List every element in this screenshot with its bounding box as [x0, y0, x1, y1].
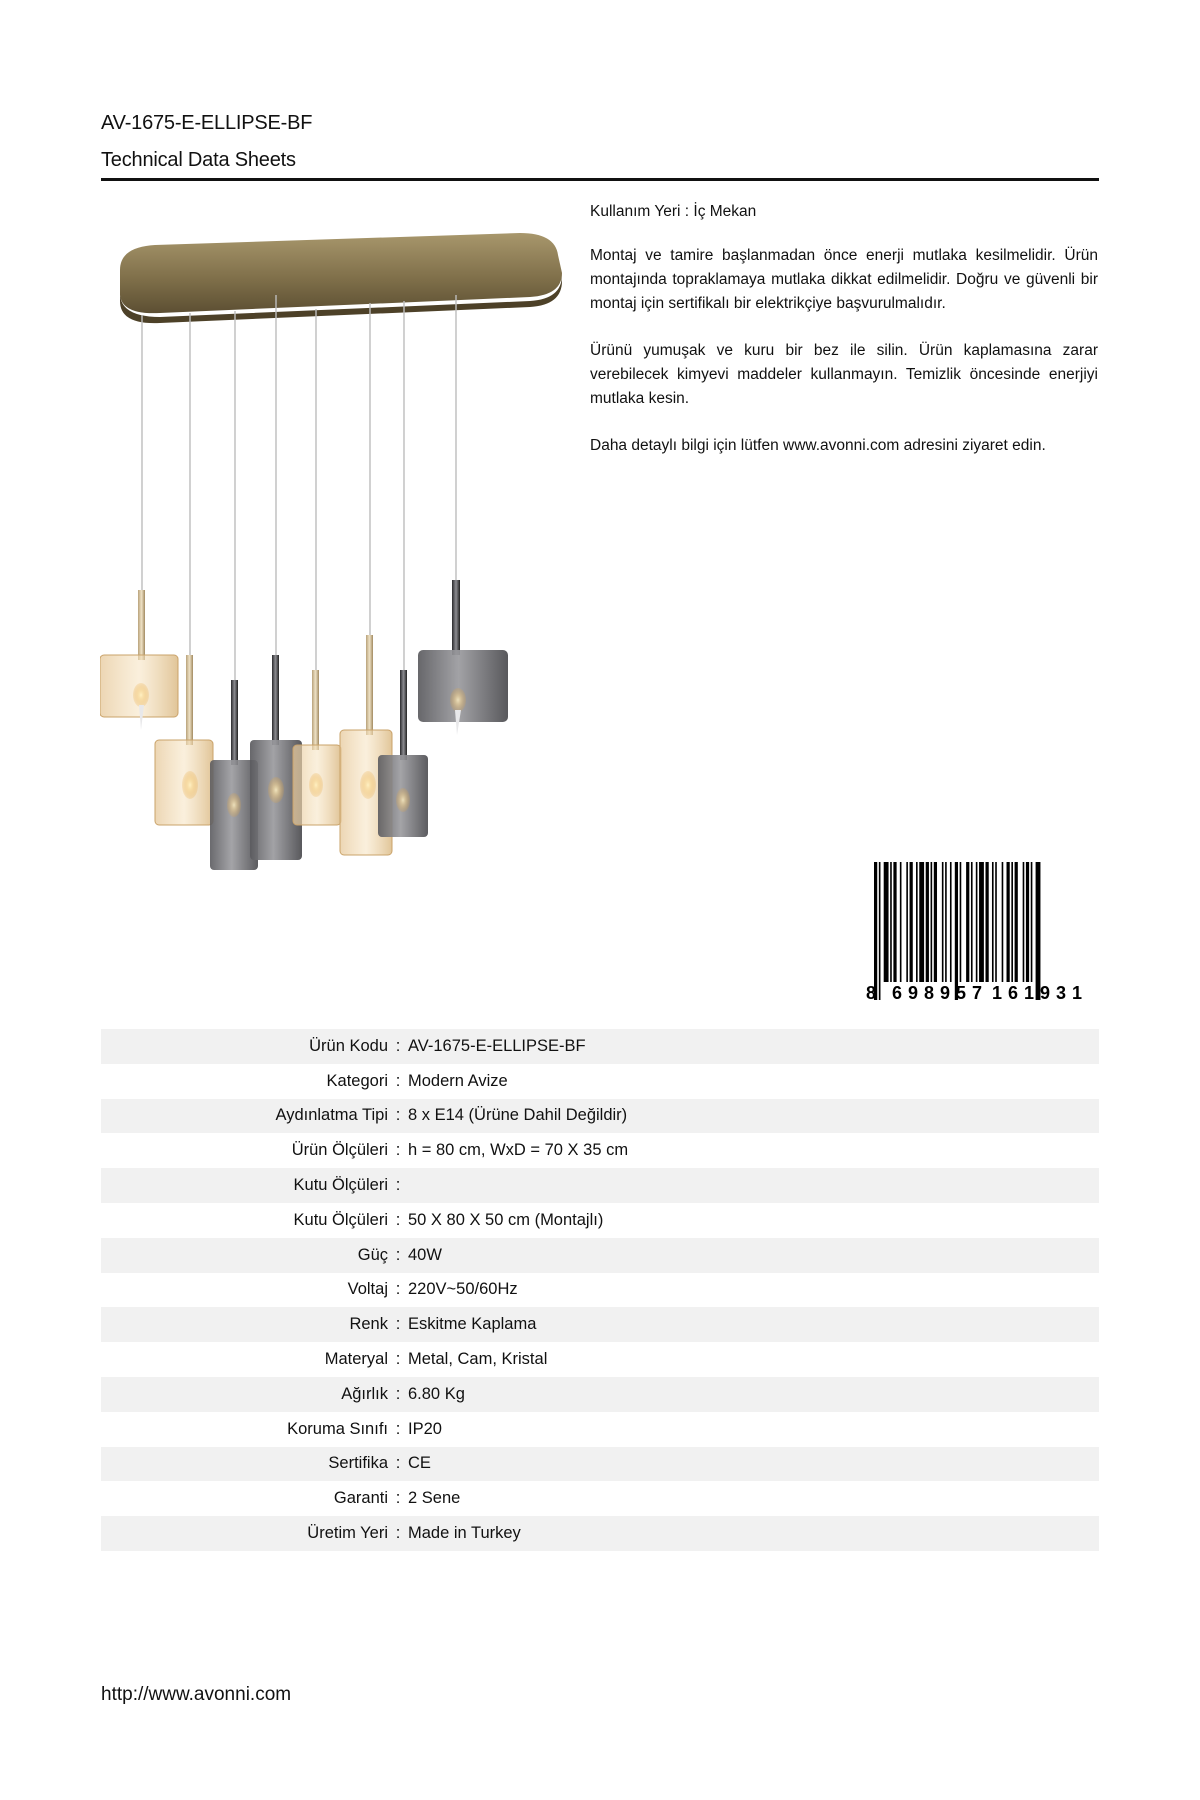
header-divider — [101, 178, 1099, 181]
spec-separator: : — [395, 1176, 401, 1195]
barcode-bar — [931, 862, 933, 982]
barcode-digit: 6 — [1008, 983, 1019, 1002]
product-barcode — [858, 862, 1100, 1002]
info-panel — [590, 200, 1098, 481]
barcode-bar — [1007, 862, 1010, 982]
barcode-bar — [874, 862, 877, 1000]
spec-row — [101, 1203, 1099, 1238]
barcode-digit: 9 — [940, 983, 951, 1002]
barcode-bar — [934, 862, 937, 982]
spec-value: h = 80 cm, WxD = 70 X 35 cm — [408, 1141, 629, 1160]
spec-separator: : — [395, 1524, 401, 1543]
barcode-bar — [955, 862, 958, 1000]
spec-separator: : — [395, 1315, 401, 1334]
spec-value: 40W — [408, 1245, 442, 1264]
spec-row — [101, 1133, 1099, 1168]
barcode-bar — [971, 862, 973, 982]
spec-separator: : — [395, 1419, 401, 1438]
spec-label: Koruma Sınıfı — [287, 1419, 388, 1438]
barcode-bar — [900, 862, 902, 982]
spec-row — [101, 1481, 1099, 1516]
barcode-bar — [1002, 862, 1004, 982]
spec-value: 50 X 80 X 50 cm (Montajlı) — [408, 1210, 604, 1229]
spec-row — [101, 1099, 1099, 1134]
spec-separator: : — [395, 1210, 401, 1229]
barcode-bar — [986, 862, 989, 982]
spec-separator: : — [395, 1036, 401, 1055]
barcode-bar — [893, 862, 896, 982]
spec-label: Kutu Ölçüleri — [293, 1176, 388, 1195]
barcode-bar — [979, 862, 984, 982]
barcode-bar — [890, 862, 892, 982]
barcode-bar — [976, 862, 978, 982]
barcode-digit: 6 — [892, 983, 903, 1002]
spec-value: Modern Avize — [408, 1071, 508, 1090]
barcode-bar — [1031, 862, 1033, 982]
spec-separator: : — [395, 1106, 401, 1125]
barcode-bar — [926, 862, 929, 982]
spec-label: Üretim Yeri — [307, 1524, 388, 1543]
spec-row — [101, 1064, 1099, 1099]
spec-label: Renk — [349, 1315, 388, 1334]
barcode-bar — [992, 862, 994, 982]
spec-label: Kutu Ölçüleri — [293, 1210, 388, 1229]
barcode-digit: 1 — [1024, 983, 1035, 1002]
barcode-bar — [1036, 862, 1041, 1000]
barcode-digit: 1 — [1072, 983, 1083, 1002]
barcode-bar — [910, 862, 913, 982]
barcode-bar — [1023, 862, 1025, 982]
barcode-bar — [1011, 862, 1013, 982]
barcode-bar — [1015, 862, 1018, 982]
barcode-bar — [919, 862, 924, 982]
barcode-bar — [1026, 862, 1029, 982]
barcode-bar — [950, 862, 952, 982]
spec-label: Ürün Kodu — [309, 1036, 388, 1055]
spec-value: 2 Sene — [408, 1489, 461, 1508]
barcode-digit: 5 — [956, 983, 967, 1002]
spec-row — [101, 1307, 1099, 1342]
barcode-bar — [942, 862, 944, 982]
spec-row — [101, 1377, 1099, 1412]
barcode-bar — [906, 862, 908, 982]
spec-value: AV-1675-E-ELLIPSE-BF — [408, 1036, 586, 1055]
barcode-bar — [960, 862, 962, 982]
spec-label: Güç — [357, 1245, 388, 1264]
spec-row — [101, 1342, 1099, 1377]
spec-label: Materyal — [324, 1350, 388, 1369]
spec-label: Garanti — [333, 1489, 388, 1508]
pendant-chandelier-image — [100, 225, 580, 915]
document-code: AV-1675-E-ELLIPSE-BF — [101, 112, 313, 134]
barcode-bar — [916, 862, 918, 982]
barcode-bar — [945, 862, 947, 982]
website-url[interactable]: http://www.avonni.com — [101, 1684, 292, 1705]
installation-warning: Montaj ve tamire başlanmadan önce enerji mutlaka kesilmelidir. Ürün montajında topraklamaya mutlaka dikkat edilmelidir. Doğru ve güvenli bir montaj için sertifikalı bir elektrikçiye başvurulmalıdır. — [590, 247, 1098, 312]
spec-row — [101, 1029, 1099, 1064]
spec-separator: : — [395, 1350, 401, 1369]
more-info-text: Daha detaylı bilgi için lütfen www.avonni.com adresini ziyaret edin. — [590, 437, 1046, 454]
spec-separator: : — [395, 1245, 401, 1264]
spec-value: IP20 — [408, 1419, 442, 1438]
spec-row — [101, 1168, 1099, 1203]
spec-separator: : — [395, 1280, 401, 1299]
spec-value: 220V~50/60Hz — [408, 1280, 518, 1299]
barcode-bar — [966, 862, 969, 982]
barcode-bar — [995, 862, 997, 982]
spec-table — [101, 1029, 1099, 1551]
spec-separator: : — [395, 1071, 401, 1090]
spec-value: Eskitme Kaplama — [408, 1315, 537, 1334]
spec-label: Voltaj — [347, 1280, 388, 1299]
spec-separator: : — [395, 1384, 401, 1403]
barcode-digit: 9 — [908, 983, 919, 1002]
barcode-bar — [884, 862, 889, 982]
spec-label: Ağırlık — [341, 1384, 388, 1403]
spec-row — [101, 1273, 1099, 1308]
spec-separator: : — [395, 1489, 401, 1508]
barcode-bar — [879, 862, 881, 1000]
spec-label: Kategori — [326, 1071, 388, 1090]
spec-row — [101, 1447, 1099, 1482]
spec-row — [101, 1238, 1099, 1273]
spec-separator: : — [395, 1141, 401, 1160]
barcode-digit: 7 — [972, 983, 983, 1002]
spec-row — [101, 1412, 1099, 1447]
barcode-digit: 8 — [924, 983, 935, 1002]
spec-value: Metal, Cam, Kristal — [408, 1350, 548, 1369]
document-subtitle: Technical Data Sheets — [101, 149, 296, 171]
barcode-digit: 9 — [1040, 983, 1051, 1002]
spec-separator: : — [395, 1454, 401, 1473]
spec-label: Sertifika — [328, 1454, 388, 1473]
barcode-digit: 3 — [1056, 983, 1067, 1002]
spec-value: Made in Turkey — [408, 1524, 521, 1543]
spec-value: 6.80 Kg — [408, 1384, 465, 1403]
usage-location: Kullanım Yeri : İç Mekan — [590, 203, 757, 220]
cleaning-instructions: Ürünü yumuşak ve kuru bir bez ile silin. Ürün kaplamasına zarar verebilecek kimyevi maddeler kullanmayın. Temizlik öncesinde enerjiyi mutlaka kesin. — [590, 342, 1098, 407]
spec-label: Aydınlatma Tipi — [275, 1106, 388, 1125]
barcode-digit: 8 — [866, 983, 877, 1002]
barcode-digit: 1 — [992, 983, 1003, 1002]
spec-value: CE — [408, 1454, 431, 1473]
spec-label: Ürün Ölçüleri — [291, 1141, 388, 1160]
spec-row — [101, 1516, 1099, 1551]
spec-value: 8 x E14 (Ürüne Dahil Değildir) — [408, 1106, 628, 1125]
